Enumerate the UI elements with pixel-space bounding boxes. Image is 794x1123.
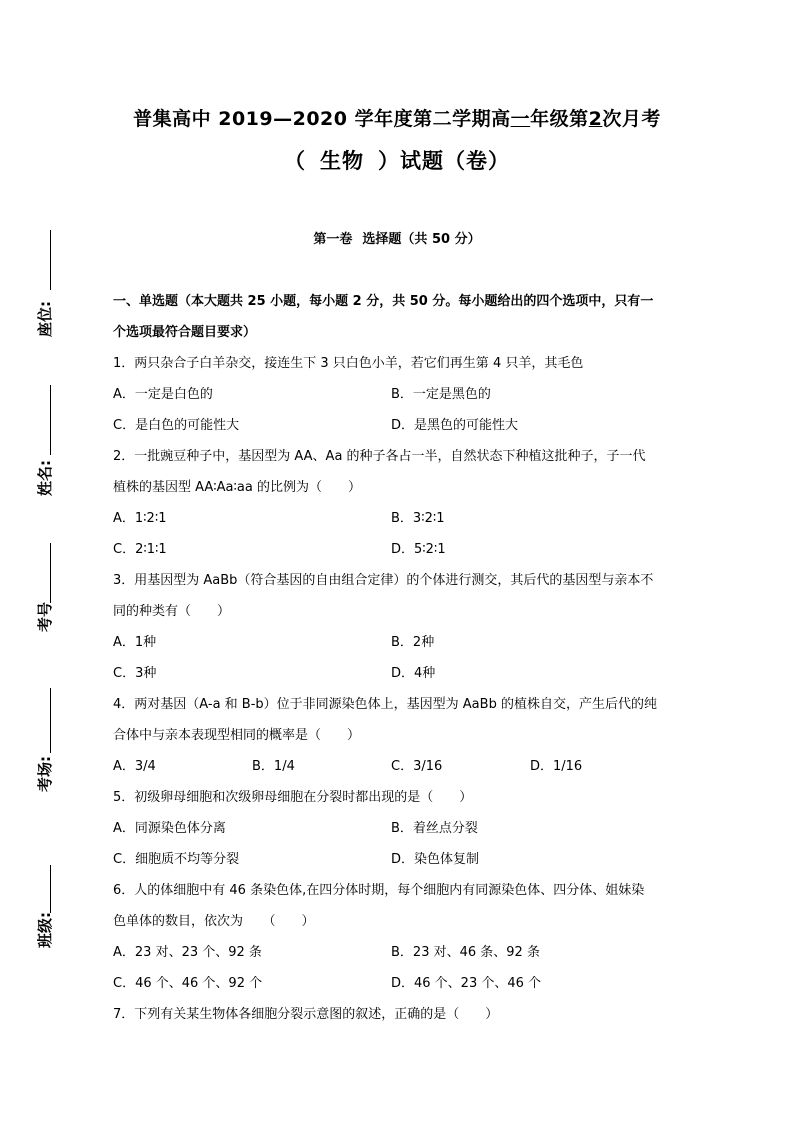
question-1: [113, 348, 688, 441]
option-b: B．一定是黑色的: [391, 387, 491, 402]
option-d: D．1/16: [530, 759, 583, 774]
question-text: 色单体的数目，依次为 （ ）: [113, 914, 315, 929]
option-a: A．1种: [113, 635, 157, 650]
subject-name: 生物: [320, 149, 364, 173]
seat-label: 座位:: [36, 301, 54, 337]
options: [113, 379, 688, 441]
option-c: C．46 个、46 个、92 个: [113, 976, 263, 991]
question-5: [113, 782, 688, 875]
question-list: [113, 286, 688, 1030]
title-grade: 一: [510, 108, 531, 130]
option-c: C．3/16: [391, 759, 443, 774]
option-b: B．23 对、46 条、92 条: [391, 945, 540, 960]
options: [113, 751, 688, 782]
question-text: 7．下列有关某生物体各细胞分裂示意图的叙述，正确的是（ ）: [113, 1007, 499, 1022]
question-7: [113, 999, 688, 1030]
question-text: 2．一批豌豆种子中，基因型为 AA、Aa 的种子各占一半，自然状态下种植这批种子，子一代: [113, 449, 646, 464]
title-prefix: 普集高中 2019—2020 学年度第二学期高: [133, 108, 511, 130]
instructions: [113, 286, 688, 348]
question-3: [113, 565, 688, 689]
option-d: D．染色体复制: [391, 852, 480, 867]
instructions-line: 个选项最符合题目要求）: [113, 325, 257, 340]
exam-room-line[interactable]: [50, 688, 51, 753]
question-text: 3．用基因型为 AaBb（符合基因的自由组合定律）的个体进行测交，其后代的基因型与亲本不: [113, 573, 654, 588]
option-a: A．同源染色体分离: [113, 821, 226, 836]
option-a: A．1∶2∶1: [113, 511, 167, 526]
option-b: B．着丝点分裂: [391, 821, 478, 836]
question-text: 1．两只杂合子白羊杂交，接连生下 3 只白色小羊，若它们再生第 4 只羊，其毛色: [113, 356, 584, 371]
instructions-line: 一、单选题（本大题共 25 小题，每小题 2 分，共 50 分。每小题给出的四个选项中，只有一: [113, 294, 654, 309]
class-label: 班级:: [36, 912, 54, 948]
question-text: 6．人的体细胞中有 46 条染色体,在四分体时期，每个细胞内有同源染色体、四分体、姐妹染: [113, 883, 645, 898]
name-label: 姓名:: [36, 460, 54, 496]
subject-title: [0, 145, 794, 175]
class-line[interactable]: [50, 865, 51, 913]
option-d: D．4种: [391, 666, 436, 681]
title-exam-number: 2: [588, 108, 603, 130]
question-text: 5．初级卵母细胞和次级卵母细胞在分裂时都出现的是（ ）: [113, 790, 473, 805]
section-part: 第一卷: [313, 232, 353, 247]
subject-close: ）试题（卷）: [378, 149, 510, 173]
question-text: 同的种类有（ ）: [113, 604, 231, 619]
option-c: C．细胞质不均等分裂: [113, 852, 240, 867]
name-line[interactable]: [50, 385, 51, 455]
option-a: A．3/4: [113, 759, 156, 774]
options: [113, 937, 688, 999]
option-c: C．3种: [113, 666, 157, 681]
option-b: B．1/4: [252, 759, 295, 774]
option-d: D．5∶2∶1: [391, 542, 446, 557]
option-d: D．是黑色的可能性大: [391, 418, 519, 433]
title-suffix: 次月考: [602, 108, 661, 130]
option-c: C．2∶1∶1: [113, 542, 167, 557]
exam-room-label: 考场:: [36, 756, 54, 792]
question-4: [113, 689, 688, 782]
options: [113, 503, 688, 565]
option-b: B．2种: [391, 635, 435, 650]
exam-number-label: 考号: [36, 601, 54, 632]
option-d: D．46 个、23 个、46 个: [391, 976, 542, 991]
question-6: [113, 875, 688, 999]
option-c: C．是白色的可能性大: [113, 418, 240, 433]
question-text: 合体中与亲本表现型相同的概率是（ ）: [113, 728, 361, 743]
section-title: [0, 228, 794, 247]
subject-open: （: [284, 149, 306, 173]
option-a: A．一定是白色的: [113, 387, 213, 402]
option-a: A．23 对、23 个、92 条: [113, 945, 262, 960]
exam-title: [0, 104, 794, 131]
section-name: 选择题（共 50 分）: [362, 232, 481, 247]
title-mid: 年级第: [530, 108, 589, 130]
options: [113, 627, 688, 689]
option-b: B．3∶2∶1: [391, 511, 445, 526]
question-text: 4．两对基因（A-a 和 B-b）位于非同源染色体上，基因型为 AaBb 的植株自交，产生后代的纯: [113, 697, 657, 712]
seat-line[interactable]: [50, 230, 51, 290]
exam-number-line[interactable]: [50, 543, 51, 603]
question-2: [113, 441, 688, 565]
question-text: 植株的基因型 AA∶Aa∶aa 的比例为（ ）: [113, 480, 361, 495]
options: [113, 813, 688, 875]
